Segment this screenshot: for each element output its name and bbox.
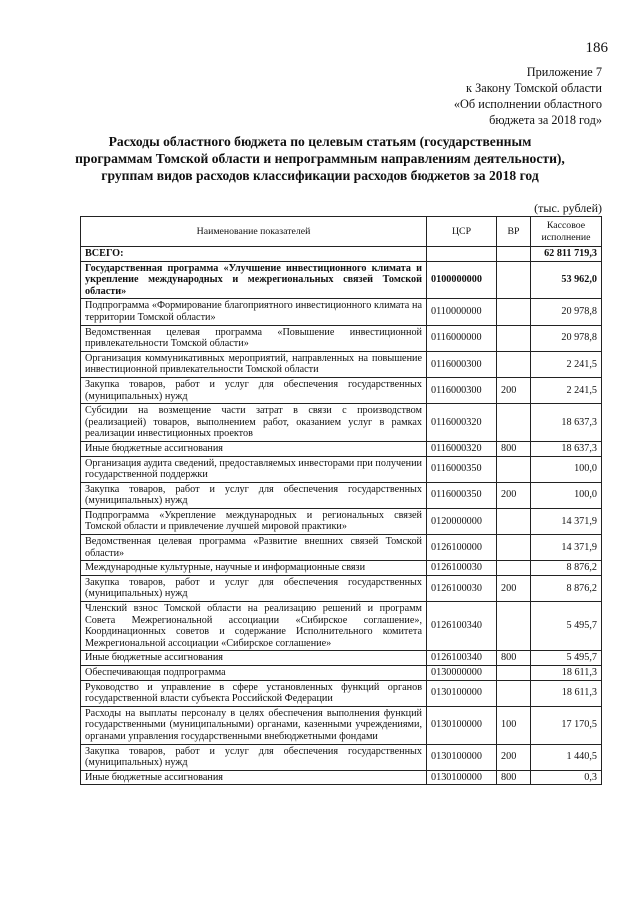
row-csr: 0130000000 [427, 666, 497, 681]
table-row-total [81, 247, 602, 262]
header-name: Наименование показателей [81, 217, 427, 247]
row-amount: 18 611,3 [531, 666, 602, 681]
table-row [81, 508, 602, 534]
row-name: Расходы на выплаты персоналу в целях обеспечения выполнения функций государственными (муниципальными) органами, казенными учреждениями, органами управления государственными внебюджетными фондами [81, 706, 427, 744]
table-row [81, 456, 602, 482]
row-amount: 1 440,5 [531, 744, 602, 770]
row-name: Закупка товаров, работ и услуг для обеспечения государственных (муниципальных) нужд [81, 482, 427, 508]
row-name: Подпрограмма «Формирование благоприятного инвестиционного климата на территории Томской области» [81, 299, 427, 325]
row-name: Закупка товаров, работ и услуг для обеспечения государственных (муниципальных) нужд [81, 377, 427, 403]
table-row [81, 351, 602, 377]
table-row [81, 377, 602, 403]
table-row [81, 441, 602, 456]
row-csr: 0130100000 [427, 744, 497, 770]
row-amount: 20 978,8 [531, 299, 602, 325]
page-number: 186 [585, 40, 608, 56]
row-name: Государственная программа «Улучшение инвестиционного климата и укрепление международных и межрегиональных связей Томской области» [81, 261, 427, 299]
table-row [81, 561, 602, 576]
table-row [81, 770, 602, 785]
row-csr: 0116000350 [427, 482, 497, 508]
row-csr: 0126100030 [427, 575, 497, 601]
table-row [81, 482, 602, 508]
row-csr: 0100000000 [427, 261, 497, 299]
row-amount: 18 637,3 [531, 441, 602, 456]
row-amount: 17 170,5 [531, 706, 602, 744]
units-label: (тыс. рублей) [534, 201, 602, 215]
row-csr: 0126100340 [427, 651, 497, 666]
row-name: Членский взнос Томской области на реализацию решений и программ Совета Межрегиональной ассоциации «Сибирское соглашение», Координационных советов и содержание Исполнительного комитета Межрегиональной ассоциации «Сибирское соглашение» [81, 602, 427, 651]
row-vr [497, 561, 531, 576]
table-row-program [81, 261, 602, 299]
row-vr [497, 299, 531, 325]
row-csr: 0116000000 [427, 325, 497, 351]
appendix-line: к Закону Томской области [466, 81, 602, 95]
row-csr: 0126100000 [427, 535, 497, 561]
row-amount: 8 876,2 [531, 561, 602, 576]
header-csr: ЦСР [427, 217, 497, 247]
row-name: Иные бюджетные ассигнования [81, 770, 427, 785]
row-name: Ведомственная целевая программа «Развитие внешних связей Томской области» [81, 535, 427, 561]
row-name: Организация аудита сведений, предоставляемых инвесторами при получении государственной поддержки [81, 456, 427, 482]
budget-table [80, 216, 602, 785]
table-row [81, 680, 602, 706]
row-vr [497, 404, 531, 442]
row-name: ВСЕГО: [81, 247, 427, 262]
row-vr: 200 [497, 575, 531, 601]
row-vr: 200 [497, 482, 531, 508]
row-vr [497, 680, 531, 706]
row-amount: 5 495,7 [531, 651, 602, 666]
row-amount: 8 876,2 [531, 575, 602, 601]
row-vr: 800 [497, 651, 531, 666]
row-vr [497, 261, 531, 299]
row-name: Закупка товаров, работ и услуг для обеспечения государственных (муниципальных) нужд [81, 575, 427, 601]
table-row [81, 602, 602, 651]
row-name: Международные культурные, научные и информационные связи [81, 561, 427, 576]
table-row [81, 651, 602, 666]
row-vr [497, 247, 531, 262]
appendix-line: бюджета за 2018 год» [489, 113, 602, 127]
row-amount: 2 241,5 [531, 351, 602, 377]
row-amount: 18 637,3 [531, 404, 602, 442]
row-vr: 800 [497, 441, 531, 456]
row-name: Иные бюджетные ассигнования [81, 651, 427, 666]
row-name: Организация коммуникативных мероприятий, направленных на повышение инвестиционной привлекательности Томской области [81, 351, 427, 377]
row-vr [497, 456, 531, 482]
row-vr: 100 [497, 706, 531, 744]
title-line: Расходы областного бюджета по целевым статьям (государственным [108, 134, 532, 149]
row-amount: 100,0 [531, 456, 602, 482]
row-name: Иные бюджетные ассигнования [81, 441, 427, 456]
row-csr: 0116000300 [427, 377, 497, 403]
appendix-line: «Об исполнении областного [453, 97, 602, 111]
table-row [81, 666, 602, 681]
row-vr [497, 508, 531, 534]
row-vr [497, 602, 531, 651]
row-csr: 0130100000 [427, 770, 497, 785]
row-csr: 0130100000 [427, 706, 497, 744]
row-csr: 0130100000 [427, 680, 497, 706]
row-csr: 0116000350 [427, 456, 497, 482]
row-name: Ведомственная целевая программа «Повышение инвестиционной привлекательности Томской области» [81, 325, 427, 351]
table-row [81, 744, 602, 770]
row-csr: 0116000320 [427, 404, 497, 442]
row-csr: 0116000320 [427, 441, 497, 456]
row-vr [497, 666, 531, 681]
table-header-row [81, 217, 602, 247]
row-vr [497, 535, 531, 561]
row-csr: 0126100030 [427, 561, 497, 576]
row-csr: 0120000000 [427, 508, 497, 534]
row-amount: 18 611,3 [531, 680, 602, 706]
row-amount: 53 962,0 [531, 261, 602, 299]
row-amount: 2 241,5 [531, 377, 602, 403]
appendix-note [342, 64, 602, 128]
row-amount: 14 371,9 [531, 508, 602, 534]
row-name: Обеспечивающая подпрограмма [81, 666, 427, 681]
row-amount: 100,0 [531, 482, 602, 508]
row-csr: 0110000000 [427, 299, 497, 325]
row-vr: 200 [497, 744, 531, 770]
table-row [81, 325, 602, 351]
document-title [50, 133, 590, 184]
row-amount: 14 371,9 [531, 535, 602, 561]
row-amount: 62 811 719,3 [531, 247, 602, 262]
row-name: Руководство и управление в сфере установленных функций органов государственной власти субъекта Российской Федерации [81, 680, 427, 706]
title-line: группам видов расходов классификации расходов бюджетов за 2018 год [101, 168, 539, 183]
row-amount: 5 495,7 [531, 602, 602, 651]
row-amount: 20 978,8 [531, 325, 602, 351]
row-name: Субсидии на возмещение части затрат в связи с производством (реализацией) товаров, выполнением работ, оказанием услуг в рамках реализации инвестиционных проектов [81, 404, 427, 442]
row-csr: 0116000300 [427, 351, 497, 377]
row-vr: 800 [497, 770, 531, 785]
appendix-line: Приложение 7 [526, 65, 602, 79]
table-row [81, 404, 602, 442]
row-name: Подпрограмма «Укрепление международных и региональных связей Томской области и привлечение лучшей мировой практики» [81, 508, 427, 534]
header-execution: Кассовое исполнение [531, 217, 602, 247]
row-vr [497, 325, 531, 351]
row-csr: 0126100340 [427, 602, 497, 651]
table-row [81, 535, 602, 561]
table-row [81, 706, 602, 744]
row-csr [427, 247, 497, 262]
row-amount: 0,3 [531, 770, 602, 785]
title-line: программам Томской области и непрограммным направлениям деятельности), [75, 151, 565, 166]
row-vr: 200 [497, 377, 531, 403]
table-row [81, 575, 602, 601]
row-vr [497, 351, 531, 377]
table-row [81, 299, 602, 325]
row-name: Закупка товаров, работ и услуг для обеспечения государственных (муниципальных) нужд [81, 744, 427, 770]
header-vr: ВР [497, 217, 531, 247]
